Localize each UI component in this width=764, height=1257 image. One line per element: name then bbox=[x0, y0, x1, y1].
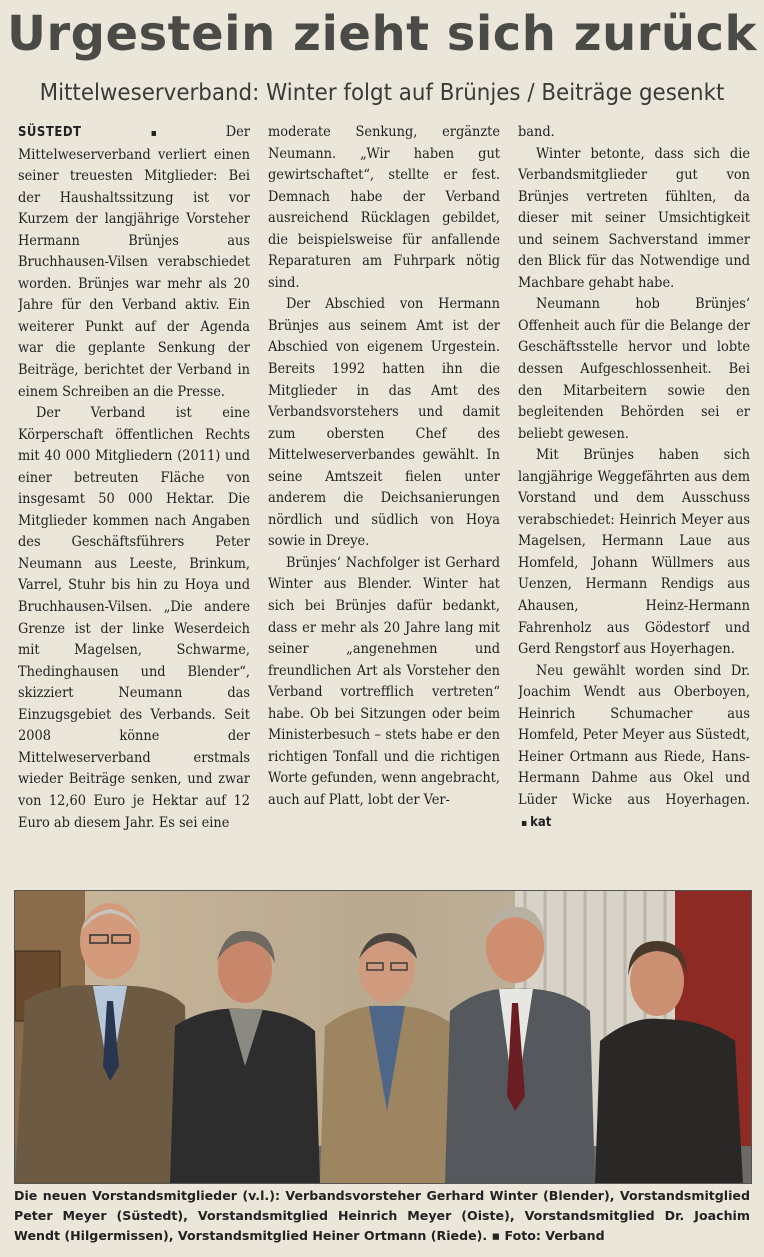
column-3 bbox=[518, 122, 750, 880]
author: kat bbox=[530, 814, 552, 830]
article-body bbox=[18, 122, 750, 880]
paragraph: Neumann hob Brünjes‘ Offenheit auch für die Belange der Geschäftsstelle hervor und lobte dessen Aufgeschlossenheit. Bei den Mitarbeitern sowie den begleitenden Behörden sei er beliebt gewesen. bbox=[518, 296, 750, 442]
paragraph: moderate Senkung, ergänzte Neumann. „Wir haben gut gewirtschaftet“, stellte er fest. Demnach habe der Verband ausreichend Rücklagen gebildet, die beispielsweise für anfallende Reparaturen am Fuhrpark nötig sind. bbox=[268, 124, 500, 291]
paragraph bbox=[518, 661, 750, 834]
headline: Urgestein zieht sich zurück bbox=[7, 6, 757, 62]
subheadline: Mittelweserverband: Winter folgt auf Brünjes / Beiträge gesenkt bbox=[39, 80, 725, 106]
paragraph: Mit Brünjes haben sich langjährige Weggefährten aus dem Vorstand und dem Ausschuss verabschiedet: Heinrich Meyer aus Magelsen, Hermann Laue aus Homfeld, Johann Wüllmers aus Uenzen, Hermann Rendigs aus Ahausen, Heinz-Hermann Fahrenholz aus Gödestorf und Gerd Rengstorf aus Hoyerhagen. bbox=[518, 447, 750, 658]
dateline: SÜSTEDT bbox=[18, 125, 82, 140]
paragraph: Der Verband ist eine Körperschaft öffentlichen Rechts mit 40 000 Mitgliedern (2011) und einer betreuten Fläche von insgesamt 50 000 Hektar. Die Mitglieder kommen nach Angaben des Geschäftsführers Peter Neumann aus Leeste, Brinkum, Varrel, Stuhr bis hin zu Hoya und Bruchhausen-Vilsen. „Die andere Grenze ist der linke Weserdeich mit Magelsen, Schwarme, Thedinghausen und Blender“, skizziert Neumann das Einzugsgebiet des Verbands. Seit 2008 könne der Mittelweserverband erstmals wieder Beiträge senken, und zwar von 12,60 Euro je Hektar auf 12 Euro ab diesem Jahr. Es sei eine bbox=[18, 405, 250, 831]
paragraph: Der Abschied von Hermann Brünjes aus seinem Amt ist der Abschied von eigenem Urgestein. Bereits 1992 hatten ihn die Mitglieder in das Amt des Verbandsvorstehers und damit zum obersten Chef des Mittelweserverbandes gewählt. In seine Amtszeit fielen unter anderem die Deichsanierungen nördlich und südlich von Hoya sowie in Dreye. bbox=[268, 296, 500, 550]
paragraph bbox=[18, 122, 250, 403]
paragraph: band. bbox=[518, 124, 555, 140]
photo-caption: Die neuen Vorstandsmitglieder (v.l.): Verbandsvorsteher Gerhard Winter (Blender), Vorstandsmitglied Peter Meyer (Süstedt), Vorstandsmitglied Heinrich Meyer (Oiste), Vorstandsmitglied Dr. Joachim Wendt (Hilgermissen), Vorstandsmitglied Heiner Ortmann (Riede). ▪ Foto: Verband bbox=[14, 1188, 750, 1243]
paragraph-text: Der Mittelweserverband verliert einen seiner treuesten Mitglieder: Bei der Haushaltssitzung ist vor Kurzem der langjährige Vorsteher Hermann Brünjes aus Bruchhausen-Vilsen verabschiedet worden. Brünjes war mehr als 20 Jahre für den Verband aktiv. Ein weiterer Punkt auf der Agenda war die geplante Senkung der Beiträge, berichtet der Verband in einem Schreiben an die Presse. bbox=[18, 124, 250, 400]
paragraph-text: Neu gewählt worden sind Dr. Joachim Wendt aus Oberboyen, Heinrich Schumacher aus Homfeld, Peter Meyer aus Süstedt, Heiner Ortmann aus Riede, Hans-Hermann Dahme aus Okel und Lüder Wicke aus Hoyerhagen. bbox=[518, 662, 750, 808]
paragraph: Brünjes‘ Nachfolger ist Gerhard Winter aus Blender. Winter hat sich bei Brünjes dafür bedankt, dass er mehr als 20 Jahre lang mit seiner „angenehmen und freundlichen Art als Vorsteher den Verband vortrefflich vertreten“ habe. Ob bei Sitzungen oder beim Ministerbesuch – stets habe er den richtigen Tonfall und die richtigen Worte gefunden, wenn angebracht, auch auf Platt, lobt der Ver- bbox=[268, 554, 500, 808]
paragraph: Winter betonte, dass sich die Verbandsmitglieder gut von Brünjes vertreten fühlten, da dieser mit seiner Umsichtigkeit und seinem Sachverstand immer den Blick für das Notwendige und Machbare gehabt habe. bbox=[518, 145, 750, 291]
group-photo bbox=[14, 890, 752, 1184]
dateline-separator: ▪ bbox=[84, 128, 223, 139]
end-mark: ▪ bbox=[521, 817, 528, 829]
column-2 bbox=[268, 122, 500, 880]
column-1 bbox=[18, 122, 250, 880]
